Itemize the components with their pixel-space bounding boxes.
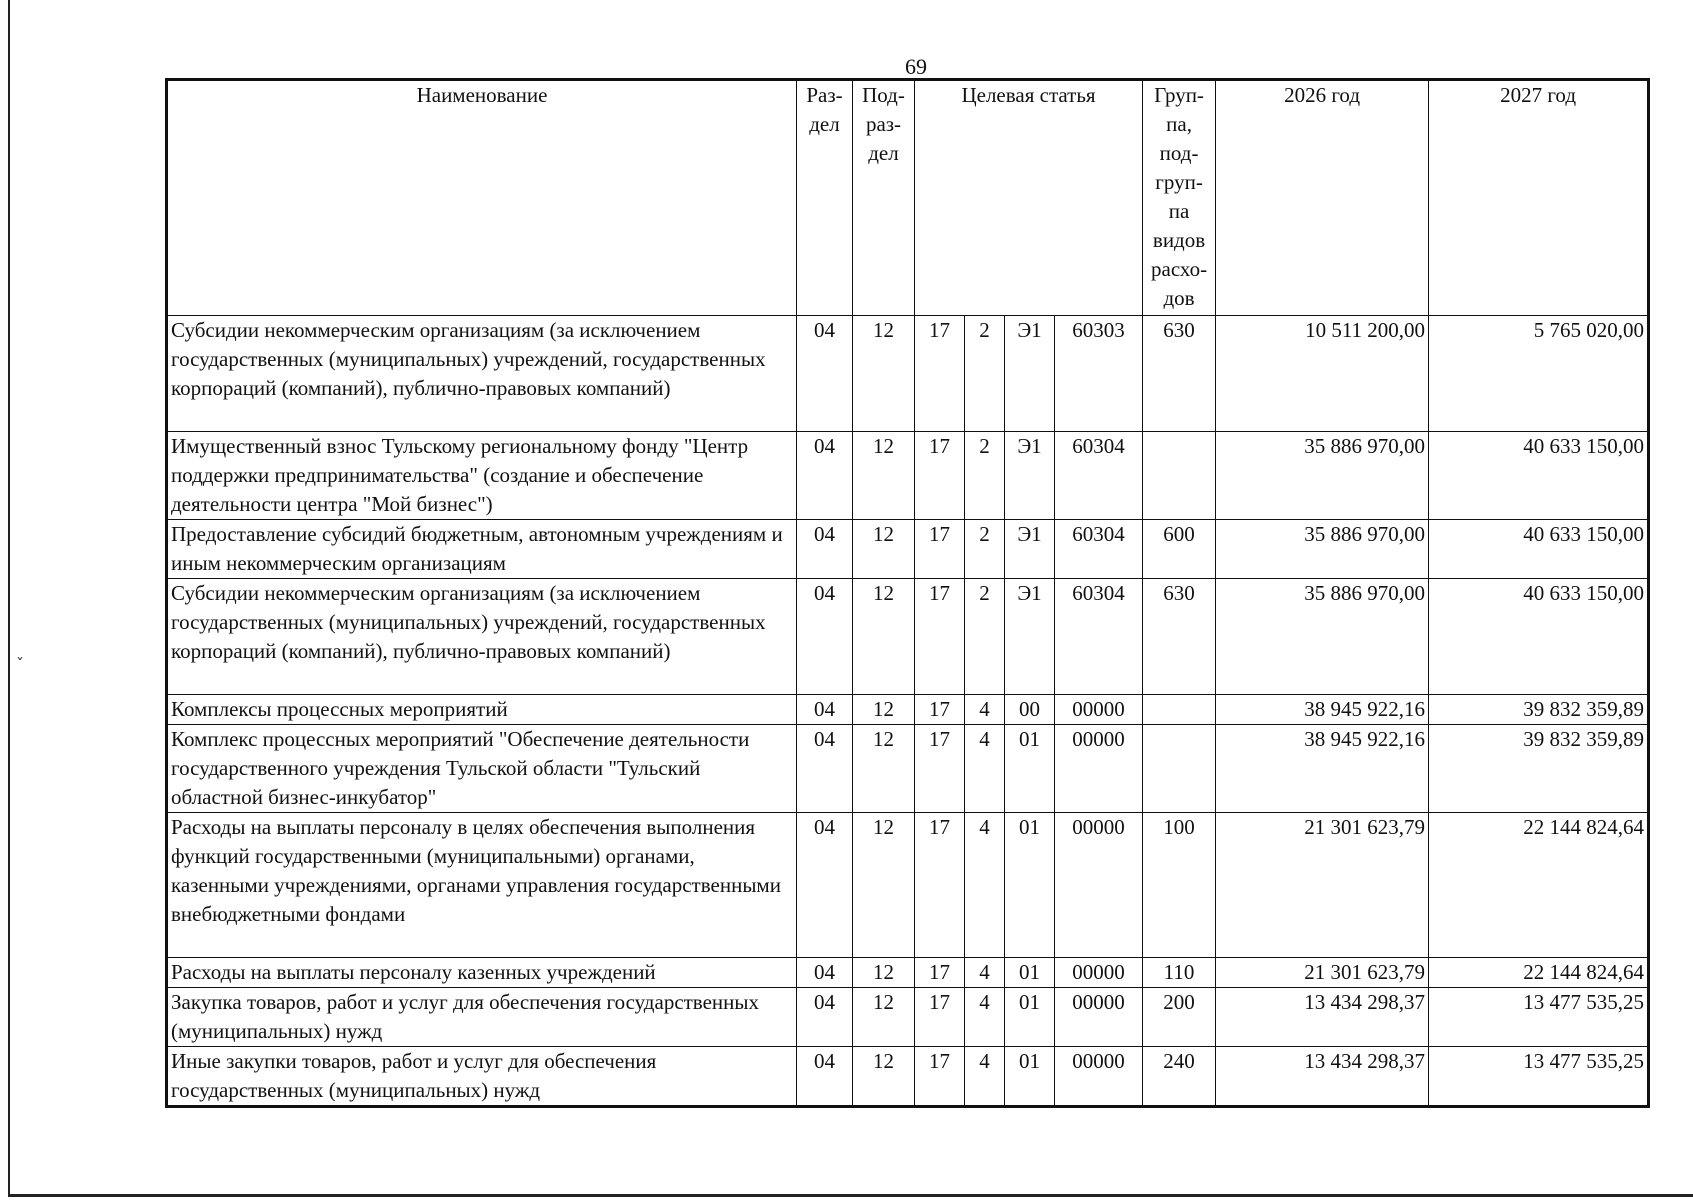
row-amount-2026: 35 886 970,00 [1216, 432, 1429, 520]
budget-table [165, 78, 1650, 1108]
header-target-article: Целевая статья [915, 80, 1143, 316]
row-razdel: 04 [797, 813, 853, 958]
header-razdel: Раз-дел [797, 80, 853, 316]
row-amount-2026: 38 945 922,16 [1216, 725, 1429, 813]
row-name: Имущественный взнос Тульскому региональному фонду "Центр поддержки предпринимательства" (создание и обеспечение деятельности центра "Мой бизнес") [167, 432, 797, 520]
row-amount-2027: 40 633 150,00 [1429, 432, 1649, 520]
header-year-2027: 2027 год [1429, 80, 1649, 316]
row-expense-group [1143, 725, 1216, 813]
row-podrazdel: 12 [853, 316, 915, 432]
row-target-direction: 00000 [1055, 725, 1143, 813]
row-expense-group: 630 [1143, 579, 1216, 695]
row-amount-2026: 10 511 200,00 [1216, 316, 1429, 432]
scan-edge-left [8, 0, 10, 1196]
row-target-program: 17 [915, 520, 965, 579]
row-amount-2027: 39 832 359,89 [1429, 725, 1649, 813]
table-row [167, 316, 1649, 432]
row-target-direction: 60303 [1055, 316, 1143, 432]
row-amount-2027: 5 765 020,00 [1429, 316, 1649, 432]
row-amount-2026: 21 301 623,79 [1216, 813, 1429, 958]
row-amount-2026: 21 301 623,79 [1216, 958, 1429, 988]
row-razdel: 04 [797, 988, 853, 1047]
row-target-direction: 00000 [1055, 813, 1143, 958]
row-name: Расходы на выплаты персоналу в целях обеспечения выполнения функций государственными (муниципальными) органами, казенными учреждениями, органами управления государственными внебюджетными фондами [167, 813, 797, 958]
row-name: Субсидии некоммерческим организациям (за исключением государственных (муниципальных) учреждений, государственных корпораций (компаний), публично-правовых компаний) [167, 316, 797, 432]
row-target-type: 4 [965, 813, 1005, 958]
row-target-type: 4 [965, 988, 1005, 1047]
row-target-program: 17 [915, 432, 965, 520]
row-name: Закупка товаров, работ и услуг для обеспечения государственных (муниципальных) нужд [167, 988, 797, 1047]
row-target-project: 00 [1005, 695, 1055, 725]
row-target-program: 17 [915, 579, 965, 695]
row-amount-2027: 22 144 824,64 [1429, 813, 1649, 958]
row-target-project: Э1 [1005, 520, 1055, 579]
table-row [167, 695, 1649, 725]
row-expense-group [1143, 695, 1216, 725]
row-target-direction: 00000 [1055, 958, 1143, 988]
row-name: Предоставление субсидий бюджетным, автономным учреждениям и иным некоммерческим организациям [167, 520, 797, 579]
row-target-type: 4 [965, 725, 1005, 813]
row-razdel: 04 [797, 579, 853, 695]
table-row [167, 1047, 1649, 1107]
row-expense-group: 200 [1143, 988, 1216, 1047]
table-row [167, 520, 1649, 579]
row-podrazdel: 12 [853, 1047, 915, 1107]
table-row [167, 432, 1649, 520]
scan-edge-bottom [8, 1194, 1693, 1197]
row-razdel: 04 [797, 432, 853, 520]
row-target-project: 01 [1005, 725, 1055, 813]
row-target-type: 4 [965, 958, 1005, 988]
table-row [167, 579, 1649, 695]
row-target-type: 2 [965, 432, 1005, 520]
table-row [167, 958, 1649, 988]
row-amount-2027: 40 633 150,00 [1429, 520, 1649, 579]
row-podrazdel: 12 [853, 579, 915, 695]
row-target-direction: 00000 [1055, 695, 1143, 725]
page-number: 69 [905, 54, 927, 79]
table-row [167, 988, 1649, 1047]
row-expense-group: 630 [1143, 316, 1216, 432]
row-podrazdel: 12 [853, 725, 915, 813]
row-target-type: 2 [965, 316, 1005, 432]
row-target-type: 2 [965, 579, 1005, 695]
row-target-project: 01 [1005, 1047, 1055, 1107]
row-amount-2027: 13 477 535,25 [1429, 988, 1649, 1047]
row-target-program: 17 [915, 988, 965, 1047]
row-amount-2026: 38 945 922,16 [1216, 695, 1429, 725]
row-name: Комплекс процессных мероприятий "Обеспечение деятельности государственного учреждения Тульской области "Тульский областной бизнес-инкубатор" [167, 725, 797, 813]
margin-mark: ˇ [16, 655, 24, 674]
row-target-direction: 00000 [1055, 1047, 1143, 1107]
row-razdel: 04 [797, 958, 853, 988]
row-amount-2026: 13 434 298,37 [1216, 988, 1429, 1047]
row-amount-2027: 39 832 359,89 [1429, 695, 1649, 725]
row-target-project: Э1 [1005, 316, 1055, 432]
row-name: Комплексы процессных мероприятий [167, 695, 797, 725]
row-expense-group [1143, 432, 1216, 520]
row-razdel: 04 [797, 725, 853, 813]
row-target-type: 4 [965, 695, 1005, 725]
row-target-program: 17 [915, 1047, 965, 1107]
row-amount-2026: 35 886 970,00 [1216, 520, 1429, 579]
row-target-type: 2 [965, 520, 1005, 579]
row-target-program: 17 [915, 725, 965, 813]
row-target-type: 4 [965, 1047, 1005, 1107]
header-year-2026: 2026 год [1216, 80, 1429, 316]
row-target-program: 17 [915, 695, 965, 725]
row-target-program: 17 [915, 958, 965, 988]
row-target-project: Э1 [1005, 579, 1055, 695]
row-amount-2026: 13 434 298,37 [1216, 1047, 1429, 1107]
table-row [167, 725, 1649, 813]
row-target-project: 01 [1005, 813, 1055, 958]
row-amount-2027: 13 477 535,25 [1429, 1047, 1649, 1107]
row-amount-2026: 35 886 970,00 [1216, 579, 1429, 695]
row-podrazdel: 12 [853, 695, 915, 725]
row-target-project: 01 [1005, 958, 1055, 988]
row-target-direction: 60304 [1055, 432, 1143, 520]
table-row [167, 813, 1649, 958]
row-podrazdel: 12 [853, 813, 915, 958]
row-expense-group: 240 [1143, 1047, 1216, 1107]
row-target-program: 17 [915, 813, 965, 958]
header-row [167, 80, 1649, 316]
row-podrazdel: 12 [853, 432, 915, 520]
row-name: Субсидии некоммерческим организациям (за исключением государственных (муниципальных) учреждений, государственных корпораций (компаний), публично-правовых компаний) [167, 579, 797, 695]
row-razdel: 04 [797, 520, 853, 579]
row-target-direction: 60304 [1055, 579, 1143, 695]
row-podrazdel: 12 [853, 988, 915, 1047]
row-target-project: Э1 [1005, 432, 1055, 520]
row-podrazdel: 12 [853, 958, 915, 988]
header-expense-group: Груп-па, под-груп-па видов расхо-дов [1143, 80, 1216, 316]
header-podrazdel: Под-раз-дел [853, 80, 915, 316]
row-name: Иные закупки товаров, работ и услуг для обеспечения государственных (муниципальных) нужд [167, 1047, 797, 1107]
row-expense-group: 110 [1143, 958, 1216, 988]
row-target-program: 17 [915, 316, 965, 432]
row-podrazdel: 12 [853, 520, 915, 579]
row-target-direction: 60304 [1055, 520, 1143, 579]
row-expense-group: 600 [1143, 520, 1216, 579]
row-razdel: 04 [797, 695, 853, 725]
row-razdel: 04 [797, 316, 853, 432]
row-name: Расходы на выплаты персоналу казенных учреждений [167, 958, 797, 988]
row-target-direction: 00000 [1055, 988, 1143, 1047]
row-razdel: 04 [797, 1047, 853, 1107]
row-amount-2027: 40 633 150,00 [1429, 579, 1649, 695]
header-name: Наименование [167, 80, 797, 316]
row-target-project: 01 [1005, 988, 1055, 1047]
row-amount-2027: 22 144 824,64 [1429, 958, 1649, 988]
row-expense-group: 100 [1143, 813, 1216, 958]
